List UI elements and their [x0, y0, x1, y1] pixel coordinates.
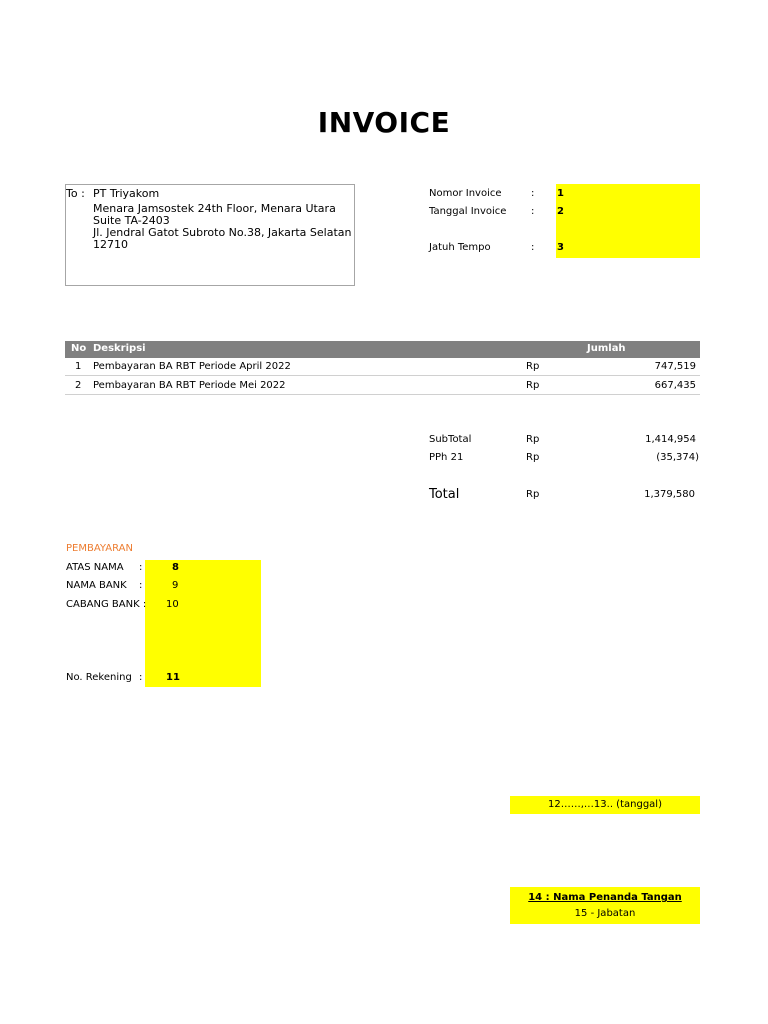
pph-amount: (35,374) [656, 452, 699, 463]
signatory-position: 15 - Jabatan [574, 908, 636, 919]
signature-block [510, 887, 700, 924]
row-currency: Rp [526, 380, 540, 391]
total-amount: 1,379,580 [644, 489, 695, 500]
cabang-bank-value: 10 [166, 599, 179, 610]
recipient-company: PT Triyakom [93, 187, 160, 200]
nomor-invoice-value: 1 [557, 188, 564, 199]
cabang-bank-label: CABANG BANK : [66, 599, 147, 610]
nomor-invoice-label: Nomor Invoice [429, 188, 502, 199]
tanggal-invoice-value: 2 [557, 206, 564, 217]
recipient-address: Menara Jamsostek 24th Floor, Menara Utara Suite TA-2403 Jl. Jendral Gatot Subroto No.38, Jakarta Selatan 12710 [93, 202, 352, 251]
header-jumlah: Jumlah [587, 343, 626, 354]
subtotal-currency: Rp [526, 434, 540, 445]
pph-label: PPh 21 [429, 452, 464, 463]
payment-section-title: PEMBAYARAN [66, 543, 133, 554]
payment-highlight [145, 560, 261, 687]
rekening-label: No. Rekening [66, 672, 132, 683]
row-amount: 667,435 [654, 380, 696, 391]
jatuh-tempo-label: Jatuh Tempo [429, 242, 491, 253]
row-deskripsi: Pembayaran BA RBT Periode April 2022 [93, 361, 291, 372]
atas-nama-colon: : [139, 562, 143, 573]
row-amount: 747,519 [654, 361, 696, 372]
subtotal-label: SubTotal [429, 434, 472, 445]
recipient-label: To : [66, 187, 85, 200]
items-table-header [65, 341, 700, 358]
signatory-name: 14 : Nama Penanda Tangan [528, 892, 682, 903]
total-label: Total [429, 487, 460, 502]
atas-nama-label: ATAS NAMA [66, 562, 124, 573]
nama-bank-value: 9 [172, 580, 179, 591]
table-row [65, 358, 700, 376]
table-row [65, 377, 700, 395]
rekening-colon: : [139, 672, 143, 683]
nama-bank-label: NAMA BANK [66, 580, 127, 591]
tanggal-invoice-colon: : [531, 206, 535, 217]
total-currency: Rp [526, 489, 540, 500]
row-deskripsi: Pembayaran BA RBT Periode Mei 2022 [93, 380, 286, 391]
nomor-invoice-colon: : [531, 188, 535, 199]
rekening-value: 11 [166, 672, 180, 683]
signature-date: 12……,…13.. (tanggal) [510, 796, 700, 814]
row-no: 2 [75, 380, 82, 391]
invoice-title: INVOICE [317, 106, 451, 139]
jatuh-tempo-value: 3 [557, 242, 564, 253]
invoice-meta-highlight [556, 184, 700, 258]
atas-nama-value: 8 [172, 562, 179, 573]
header-deskripsi: Deskripsi [93, 343, 146, 354]
row-currency: Rp [526, 361, 540, 372]
row-no: 1 [75, 361, 82, 372]
subtotal-amount: 1,414,954 [645, 434, 696, 445]
tanggal-invoice-label: Tanggal Invoice [429, 206, 507, 217]
nama-bank-colon: : [139, 580, 143, 591]
pph-currency: Rp [526, 452, 540, 463]
header-no: No [71, 343, 87, 354]
jatuh-tempo-colon: : [531, 242, 535, 253]
